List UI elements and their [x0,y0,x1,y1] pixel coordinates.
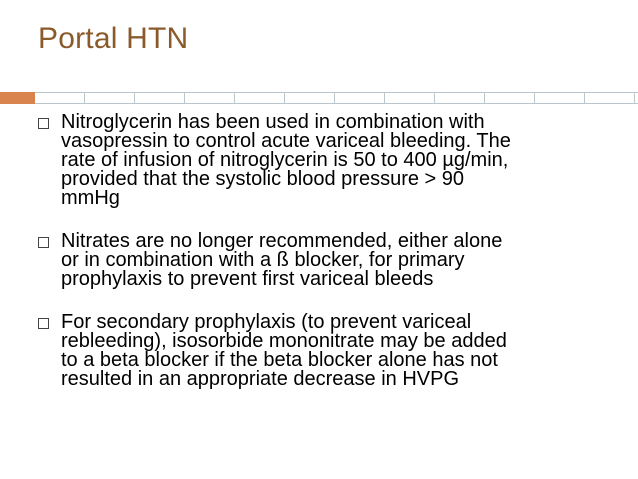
slide-title: Portal HTN [38,22,189,55]
title-accent-bar [0,92,35,104]
bullet-item [37,232,607,289]
title-divider-rule [35,92,638,104]
bullet-text: Nitroglycerin has been used in combination with vasopressin to control acute variceal bleeding. The rate of infusion of nitroglycerin is 50 to 400 µg/min, provided that the systolic blood pressure > 90 mmHg [61,111,511,209]
hollow-square-bullet-icon [38,237,49,248]
bullet-item [37,313,607,389]
hollow-square-bullet-icon [38,118,49,129]
divider-grid [35,93,638,103]
bullet-text: For secondary prophylaxis (to prevent variceal rebleeding), isosorbide mononitrate may be added to a beta blocker if the beta blocker alone has not resulted in an appropriate decrease in HVPG [61,311,507,390]
hollow-square-bullet-icon [38,318,49,329]
bullet-list [37,113,607,413]
bullet-item [37,113,607,208]
bullet-text: Nitrates are no longer recommended, either alone or in combination with a ß blocker, for primary prophylaxis to prevent first variceal bleeds [61,230,503,290]
